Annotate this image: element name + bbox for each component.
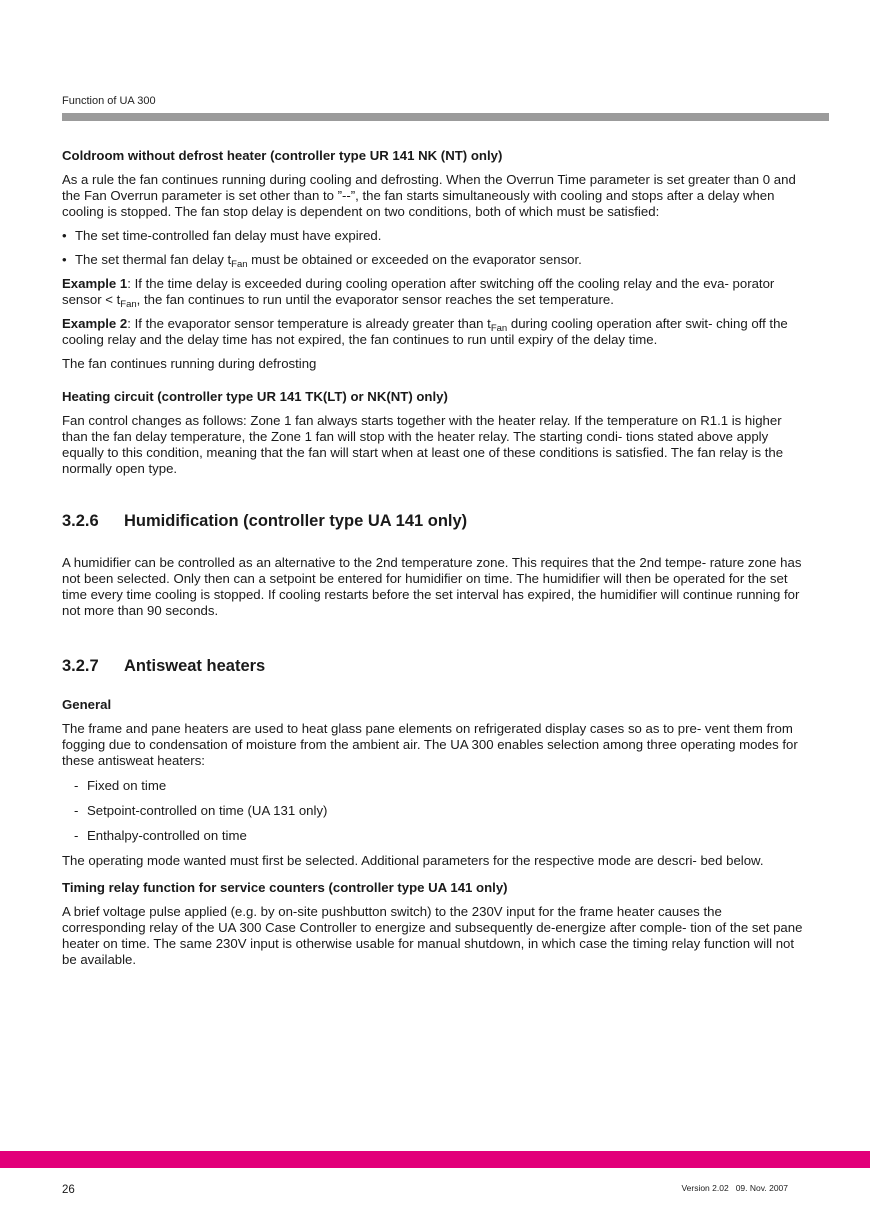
footer-accent-bar bbox=[0, 1151, 870, 1168]
example-1: Example 1: If the time delay is exceeded during cooling operation after switching off the cooling relay and the eva- porator sensor < $t_{Fan}$, the fan continues to run until the evaporator sensor reaches the set temperature. bbox=[62, 276, 775, 310]
running-header: Function of UA 300 bbox=[62, 95, 156, 107]
bullet-item: • The set time-controlled fan delay must have expired. bbox=[62, 228, 807, 244]
timing-text: A brief voltage pulse applied (e.g. by on-site pushbutton switch) to the 230V input for the frame heater causes the corresponding relay of the UA 300 Case Controller to energize and subsequently de-energize after comple- tion of the set pane heater on time. The same 230V input is otherwise usable for manual shutdown, in which case the timing relay function will not be available. bbox=[62, 904, 803, 967]
example-2: Example 2: If the evaporator sensor temperature is already greater than $t_{Fan}$ during cooling operation after swit- ching off the cooling relay and the delay time has not expired, the fan continues to run until expiry of the delay time. bbox=[62, 316, 788, 347]
coldroom-heading: Coldroom without defrost heater (controller type UR 141 NK (NT) only) bbox=[62, 148, 503, 163]
bullet-item: • The set thermal fan delay $t_{Fan}$ must be obtained or exceeded on the evaporator sensor. bbox=[62, 252, 807, 268]
section-heading-3-2-7: 3.2.7 Antisweat heaters bbox=[62, 657, 266, 675]
coldroom-intro: As a rule the fan continues running during cooling and defrosting. When the Overrun Time parameter is set greater than 0 and the Fan Overrun parameter is set other than to ”--”, the fan starts simultaneously with cooling and stops after a delay when cooling is stopped. The fan stop delay is dependent on two conditions, both of which must be satisfied: bbox=[62, 172, 796, 219]
humidification-text: A humidifier can be controlled as an alternative to the 2nd temperature zone. This requires that the 2nd tempe- rature zone has not been selected. Only then can a setpoint be entered for humidifier on time. The humidifier will then be operated for the set time every time cooling is stopped. If cooling restarts before the set interval has expired, the humidifier will continue running for not more than 90 seconds. bbox=[62, 555, 802, 618]
mode-item: - Fixed on time bbox=[62, 778, 807, 794]
version-info: Version 2.02 09. Nov. 2007 bbox=[681, 1183, 788, 1193]
general-heading: General bbox=[62, 697, 112, 712]
heating-text: Fan control changes as follows: Zone 1 fan always starts together with the heater relay. If the temperature on R1.1 is higher than the fan delay temperature, the Zone 1 fan will stop with the heater relay. The starting condi- tions stated above apply equally to this condition, meaning that the fan will start when at least one of these conditions is satisfied. The fan relay is the normally open type. bbox=[62, 413, 784, 476]
header-rule bbox=[62, 113, 829, 121]
page-body bbox=[62, 148, 807, 968]
page-number: 26 bbox=[62, 1184, 75, 1196]
general-text: The frame and pane heaters are used to heat glass pane elements on refrigerated display cases so as to pre- vent them from fogging due to condensation of moisture from the ambient air. The UA 300 enables selection among three operating modes for these antisweat heaters: bbox=[62, 721, 798, 768]
mode-item: - Setpoint-controlled on time (UA 131 only) bbox=[62, 803, 807, 819]
timing-heading: Timing relay function for service counters (controller type UA 141 only) bbox=[62, 880, 508, 895]
heating-heading: Heating circuit (controller type UR 141 TK(LT) or NK(NT) only) bbox=[62, 389, 448, 404]
mode-text: The operating mode wanted must first be selected. Additional parameters for the respective mode are descri- bed below. bbox=[62, 853, 764, 868]
section-heading-3-2-6: 3.2.6 Humidification (controller type UA 141 only) bbox=[62, 512, 468, 530]
mode-item: - Enthalpy-controlled on time bbox=[62, 828, 807, 844]
coldroom-closing: The fan continues running during defrosting bbox=[62, 356, 317, 371]
